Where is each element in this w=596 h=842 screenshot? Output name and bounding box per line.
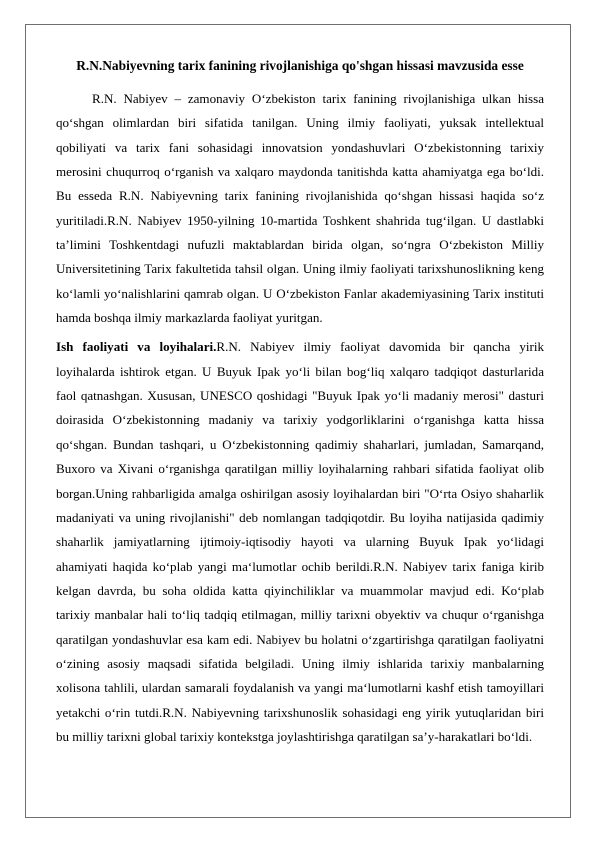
paragraph-body: R.N. Nabiyev ilmiy faoliyat davomida bir qancha yirik loyihalarda ishtirok etgan. U Buyuk Ipak yo‘li bilan bog‘liq xalqaro tadqiqot dasturlarida faol qatnashgan. Xususan, UNESCO qoshidagi "Buyuk Ipak yo‘li madaniy merosi" dasturi doirasida O‘zbekistonning madaniy va tarixiy yodgorliklarini o‘rganishga katta hissa qo‘shgan. Bundan tashqari, u O‘zbekistonning qadimiy shaharlari, jumladan, Samarqand, Buxoro va Xivani o‘rganishga qaratilgan milliy loyihalarning rahbari sifatida faoliyat olib borgan.Uning rahbarligida amalga oshirilgan asosiy loyihalardan biri "O‘rta Osiyo shaharlik madaniyati va uning rivojlanishi" deb nomlangan tadqiqotdir. Bu loyiha natijasida qadimiy shaharlik jamiyatlarning ijtimoiy-iqtisodiy hayoti va ularning Buyuk Ipak yo‘lidagi ahamiyati haqida ko‘plab yangi ma‘lumotlar ochib berildi.R.N. Nabiyev tarix faniga kirib kelgan davrda, bu soha oldida katta qiyinchiliklar va muammolar mavjud edi. Ko‘plab tarixiy manbalar hali to‘liq tadqiq etilmagan, milliy tarixni obyektiv va chuqur o‘rganishga qaratilgan yondashuvlar esa kam edi. Nabiyev bu holatni o‘zgartirishga qaratilgan faoliyatni o‘zining asosiy maqsadi sifatida belgiladi. Uning ilmiy ishlarida tarixiy manbalarning xolisona tahlili, ulardan samarali foydalanish va yangi ma‘lumotlarni kashf etish tamoyillari yetakchi o‘rin tutdi.R.N. Nabiyevning tarixshunoslik sohasidagi eng yirik yutuqlaridan biri bu milliy tarixni global tarixiy kontekstga joylashtirishga qaratilgan sa’y-harakatlari bo‘ldi. xyxy=(56,339,544,744)
paragraph-work-projects xyxy=(56,335,544,749)
document-body xyxy=(56,56,544,749)
document-title: R.N.Nabiyevning tarix fanining rivojlanishiga qo'shgan hissasi mavzusida esse xyxy=(76,58,524,73)
paragraph-heading: Ish faoliyati va loyihalari. xyxy=(56,339,217,355)
paragraph-intro: R.N. Nabiyev – zamonaviy O‘zbekiston tarix fanining rivojlanishiga ulkan hissa qo‘shgan olimlardan biri sifatida tanilgan. Uning ilmiy faoliyati, yuksak intellektual qobiliyati va tarix fani sohasidagi innovatsion yondashuvlari O‘zbekistonning tarixiy merosini chuqurroq o‘rganish va xalqaro maydonda tanitishda katta ahamiyatga ega bo‘ldi. Bu esseda R.N. Nabiyevning tarix fanining rivojlanishida qo‘shgan hissasi haqida so‘z yuritiladi.R.N. Nabiyev 1950-yilning 10-martida Toshkent shahrida tug‘ilgan. U dastlabki ta’limini Toshkentdagi nufuzli maktablardan birida olgan, so‘ngra O‘zbekiston Milliy Universitetining Tarix fakultetida tahsil olgan. Uning ilmiy faoliyati tarixshunoslikning keng ko‘lamli yo‘nalishlarini qamrab olgan. U O‘zbekiston Fanlar akademiyasining Tarix instituti hamda boshqa ilmiy markazlarda faoliyat yuritgan. xyxy=(56,91,544,326)
